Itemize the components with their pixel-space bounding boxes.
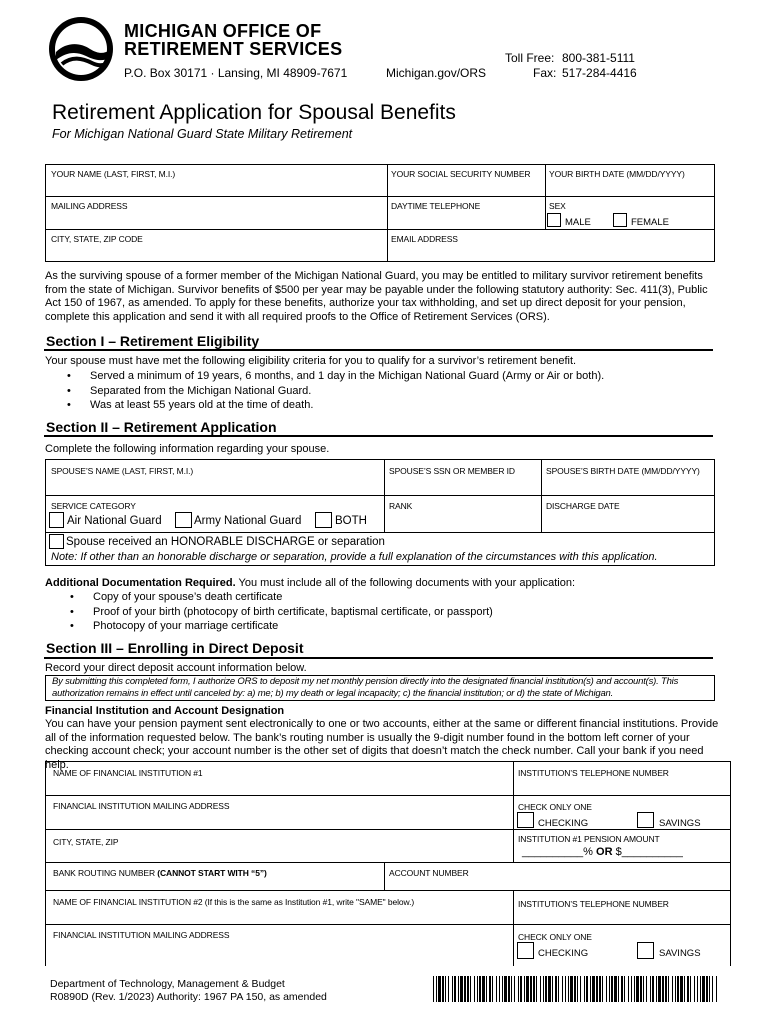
rank-field[interactable]: RANK bbox=[389, 501, 413, 511]
fi2-checking-label: CHECKING bbox=[538, 948, 589, 959]
air-guard-label: Air National Guard bbox=[67, 515, 162, 527]
sex-label: SEX bbox=[549, 201, 566, 211]
applicant-phone-field[interactable]: DAYTIME TELEPHONE bbox=[391, 201, 481, 211]
both-checkbox[interactable] bbox=[315, 512, 332, 528]
routing-label: BANK ROUTING NUMBER bbox=[53, 868, 158, 878]
fi1-pension-amount-label: INSTITUTION #1 PENSION AMOUNT bbox=[518, 834, 660, 844]
section1-title: Section I – Retirement Eligibility bbox=[46, 333, 260, 349]
section1-lead: Your spouse must have met the following eligibility criteria for you to qualify for a survivor’s retirement benefit. bbox=[45, 355, 577, 367]
section2-lead: Complete the following information regarding your spouse. bbox=[45, 443, 330, 455]
toll-free-number: 800-381-5111 bbox=[562, 51, 635, 65]
male-checkbox[interactable] bbox=[547, 213, 561, 227]
section3-title: Section III – Enrolling in Direct Deposit bbox=[46, 640, 304, 656]
docs-required-bold: Additional Documentation Required. bbox=[45, 577, 236, 589]
applicant-ssn-field[interactable]: YOUR SOCIAL SECURITY NUMBER bbox=[391, 169, 531, 179]
fi-heading: Financial Institution and Account Designation bbox=[45, 705, 285, 717]
org-name-line2: RETIREMENT SERVICES bbox=[124, 39, 343, 59]
ors-logo bbox=[48, 16, 114, 82]
routing-warning: (CANNOT START WITH “5”) bbox=[157, 868, 267, 878]
fi1-name-field[interactable]: NAME OF FINANCIAL INSTITUTION #1 bbox=[53, 768, 203, 778]
percent-blank: __________% bbox=[522, 846, 593, 858]
org-name-line1: MICHIGAN OFFICE OF bbox=[124, 21, 322, 41]
army-guard-label: Army National Guard bbox=[194, 515, 302, 527]
fi2-checking-checkbox[interactable] bbox=[517, 942, 534, 959]
form-subtitle: For Michigan National Guard State Military Retirement bbox=[52, 127, 353, 141]
female-label: FEMALE bbox=[631, 217, 670, 228]
fi1-checking-label: CHECKING bbox=[538, 818, 589, 829]
air-guard-checkbox[interactable] bbox=[49, 512, 64, 528]
fi2-name-field[interactable]: NAME OF FINANCIAL INSTITUTION #2 (If this is the same as Institution #1, write "SAME" below.) bbox=[53, 897, 415, 907]
routing-number-field[interactable] bbox=[53, 868, 267, 878]
footer-form-number: R0890D (Rev. 1/2023) Authority: 1967 PA 150, as amended bbox=[50, 991, 327, 1003]
section3-lead: Record your direct deposit account information below. bbox=[45, 662, 307, 674]
fi2-savings-label: SAVINGS bbox=[659, 948, 701, 959]
list-item: • Was at least 55 years old at the time of death. bbox=[45, 398, 604, 413]
male-label: MALE bbox=[565, 217, 591, 228]
female-checkbox[interactable] bbox=[613, 213, 627, 227]
army-guard-checkbox[interactable] bbox=[175, 512, 192, 528]
footer-department: Department of Technology, Management & Budget bbox=[50, 978, 285, 990]
list-item: • Served a minimum of 19 years, 6 months, and 1 day in the Michigan National Guard (Army or Air or both). bbox=[45, 369, 604, 384]
spouse-birthdate-field[interactable]: SPOUSE’S BIRTH DATE (MM/DD/YYYY) bbox=[546, 466, 700, 476]
applicant-name-field[interactable]: YOUR NAME (LAST, FIRST, M.I.) bbox=[51, 169, 176, 179]
header-address: P.O. Box 30171 · Lansing, MI 48909-7671 bbox=[124, 66, 348, 80]
honorable-label: Spouse received an HONORABLE DISCHARGE or separation bbox=[66, 536, 385, 548]
authorization-text: By submitting this completed form, I authorize ORS to deposit my net monthly pension directly into the designated financial institution(s) and account(s). This authorization remains in effect until canceled by: a) me; b) my death or legal incapacity; c) the financial institution; or d) the state of Michigan. bbox=[52, 676, 679, 699]
fi-paragraph: You can have your pension payment sent electronically to one or two accounts, either at the same or different financial institutions. Provide all of the information requested below. The bank’s routing number is usually the 9-digit number found in the bottom left corner of your checking account check; your account number is the other set of digits that doesn’t match the check number. Call your bank if you need help. bbox=[45, 718, 719, 771]
fi2-mailing-field[interactable]: FINANCIAL INSTITUTION MAILING ADDRESS bbox=[53, 930, 230, 940]
applicant-city-field[interactable]: CITY, STATE, ZIP CODE bbox=[51, 234, 143, 244]
barcode bbox=[433, 976, 719, 1002]
applicant-birthdate-field[interactable]: YOUR BIRTH DATE (MM/DD/YYYY) bbox=[549, 169, 685, 179]
section2-title: Section II – Retirement Application bbox=[46, 419, 277, 435]
account-number-field[interactable]: ACCOUNT NUMBER bbox=[389, 868, 469, 878]
fi1-checking-checkbox[interactable] bbox=[517, 812, 534, 828]
list-item: • Proof of your birth (photocopy of birth certificate, baptismal certificate, or passport) bbox=[48, 605, 493, 620]
form-title: Retirement Application for Spousal Benefits bbox=[52, 101, 456, 124]
discharge-date-field[interactable]: DISCHARGE DATE bbox=[546, 501, 620, 511]
docs-list bbox=[48, 590, 493, 634]
service-category-label: SERVICE CATEGORY bbox=[51, 501, 136, 511]
docs-required-text: You must include all of the following documents with your application: bbox=[235, 577, 576, 589]
docs-required bbox=[45, 577, 575, 591]
fi1-pension-amount-field[interactable] bbox=[522, 846, 683, 858]
both-label: BOTH bbox=[335, 515, 367, 527]
fi1-savings-label: SAVINGS bbox=[659, 818, 701, 829]
list-item: • Copy of your spouse’s death certificate bbox=[48, 590, 493, 605]
spouse-name-field[interactable]: SPOUSE’S NAME (LAST, FIRST, M.I.) bbox=[51, 466, 194, 476]
fi1-phone-field[interactable]: INSTITUTION’S TELEPHONE NUMBER bbox=[518, 768, 669, 778]
or-label: OR bbox=[596, 846, 613, 858]
discharge-note: Note: If other than an honorable discharge or separation, provide a full explanation of the circumstances with this application. bbox=[51, 551, 658, 563]
fi1-city-field[interactable]: CITY, STATE, ZIP bbox=[53, 837, 119, 847]
fi2-phone-field[interactable]: INSTITUTION’S TELEPHONE NUMBER bbox=[518, 899, 669, 909]
fi2-savings-checkbox[interactable] bbox=[637, 942, 654, 959]
fi1-mailing-field[interactable]: FINANCIAL INSTITUTION MAILING ADDRESS bbox=[53, 801, 230, 811]
intro-paragraph: As the surviving spouse of a former member of the Michigan National Guard, you may be entitled to military survivor retirement benefits from the state of Michigan. Survivor benefits of $500 per year may be payable under the following statutory authority: Sec. 411(3), Public Act 150 of 1967, as amended. To apply for these benefits, authorize your tax withholding, and set up direct deposit for your pension, complete this application and send it with all required proofs to the Office of Retirement Services (ORS). bbox=[45, 270, 708, 323]
eligibility-list bbox=[45, 369, 604, 413]
honorable-checkbox[interactable] bbox=[49, 534, 64, 549]
fax-number: 517-284-4416 bbox=[562, 66, 637, 80]
applicant-mailing-field[interactable]: MAILING ADDRESS bbox=[51, 201, 128, 211]
header-website: Michigan.gov/ORS bbox=[386, 66, 487, 80]
dollar-blank: $__________ bbox=[615, 846, 683, 858]
fi1-check-one-label: CHECK ONLY ONE bbox=[518, 802, 592, 812]
toll-free-label: Toll Free: bbox=[505, 51, 555, 65]
list-item: • Photocopy of your marriage certificate bbox=[48, 619, 493, 634]
fi1-savings-checkbox[interactable] bbox=[637, 812, 654, 828]
spouse-ssn-field[interactable]: SPOUSE’S SSN OR MEMBER ID bbox=[389, 466, 515, 476]
fax-label: Fax: bbox=[533, 66, 557, 80]
fi2-check-one-label: CHECK ONLY ONE bbox=[518, 932, 592, 942]
applicant-email-field[interactable]: EMAIL ADDRESS bbox=[391, 234, 458, 244]
list-item: • Separated from the Michigan National Guard. bbox=[45, 384, 604, 399]
